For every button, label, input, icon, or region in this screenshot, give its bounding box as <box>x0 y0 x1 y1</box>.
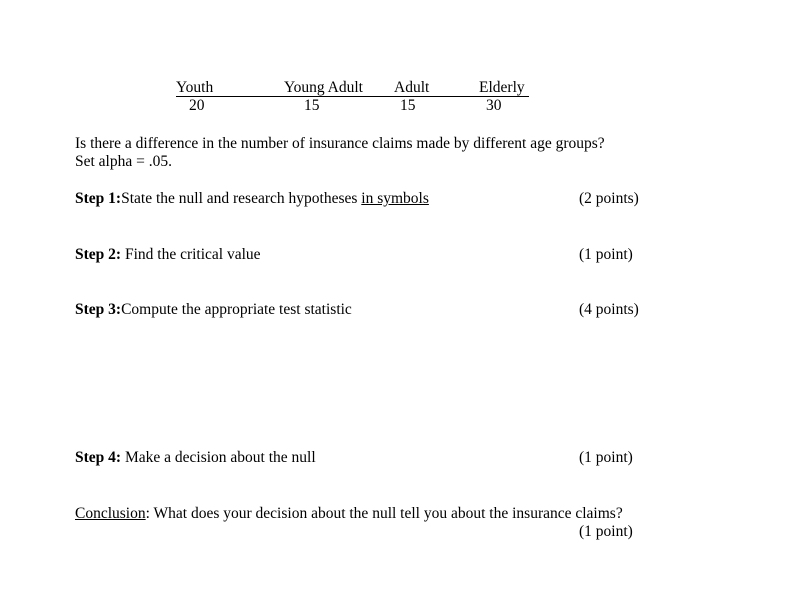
step-4 <box>75 450 316 466</box>
step-4-label: Step 4 <box>75 449 116 466</box>
step-2-points: (1 point) <box>579 246 633 263</box>
step-1-sep: : <box>115 190 122 207</box>
step-1 <box>75 191 429 207</box>
step-4-text: Make a decision about the null <box>124 449 316 466</box>
step-1-label: Step 1 <box>75 190 116 207</box>
step-1-text: State the null and research hypotheses <box>121 190 362 207</box>
step-2-text: Find the critical value <box>124 246 261 263</box>
step-3-text: Compute the appropriate test statistic <box>121 301 352 318</box>
value-young-adult: 15 <box>304 97 320 114</box>
step-4-sep: : <box>115 449 125 466</box>
step-1-points: (2 points) <box>579 190 639 207</box>
step-2-label: Step 2 <box>75 246 116 263</box>
step-3-sep: : <box>115 301 122 318</box>
conclusion-text: : What does your decision about the null tell you about the insurance claims? <box>145 505 623 522</box>
header-elderly: Elderly <box>479 79 525 96</box>
step-2 <box>75 247 261 263</box>
alpha-text: Set alpha = .05. <box>75 153 172 170</box>
value-elderly: 30 <box>486 97 502 114</box>
value-adult: 15 <box>400 97 416 114</box>
header-youth: Youth <box>176 79 214 96</box>
step-2-sep: : <box>115 246 125 263</box>
conclusion <box>75 506 623 522</box>
step-1-underlined: in symbols <box>361 190 429 207</box>
conclusion-label: Conclusion <box>75 505 146 522</box>
header-adult: Adult <box>394 79 430 96</box>
header-rule-young-adult <box>219 96 373 97</box>
question-text: Is there a difference in the number of insurance claims made by different age groups? <box>75 135 605 152</box>
step-3 <box>75 302 352 318</box>
header-rule-adult <box>373 96 479 97</box>
conclusion-points: (1 point) <box>579 523 633 540</box>
step-4-points: (1 point) <box>579 449 633 466</box>
header-young-adult: Young Adult <box>284 79 363 96</box>
step-3-label: Step 3 <box>75 301 116 318</box>
step-3-points: (4 points) <box>579 301 639 318</box>
value-youth: 20 <box>189 97 205 114</box>
